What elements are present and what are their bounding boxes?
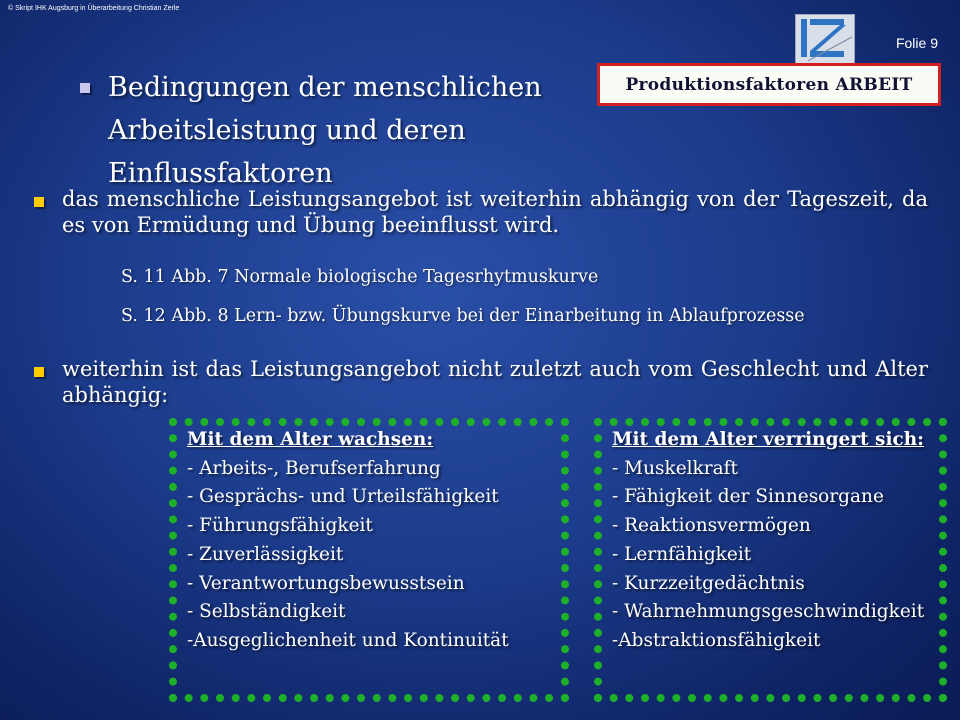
reference-figure-8: S. 12 Abb. 8 Lern- bzw. Übungskurve bei der Einarbeitung in Ablaufprozesse — [121, 306, 805, 326]
list-item: - Verantwortungsbewusstsein — [187, 572, 465, 594]
reference-figure-7: S. 11 Abb. 7 Normale biologische Tagesrhytmuskurve — [121, 267, 599, 287]
copyright-note: © Skript IHK Augsburg in Überarbeitung Christian Zerle — [8, 5, 180, 12]
age-increases-list — [187, 426, 509, 656]
company-logo — [795, 14, 855, 64]
list-item: - Wahrnehmungsgeschwindigkeit — [612, 601, 925, 623]
list-item: - Muskelkraft — [612, 457, 738, 479]
list-item: - Arbeits-, Berufserfahrung — [187, 457, 441, 479]
topic-badge: Produktionsfaktoren ARBEIT — [597, 63, 941, 106]
paragraph-time-dependence: das menschliche Leistungsangebot ist weiterhin abhängig von der Tageszeit, da es von Ermüdung und Übung beeinflusst wird. — [62, 187, 928, 237]
heading-line-1: Bedingungen der menschlichen — [108, 72, 542, 103]
slide-number: Folie 9 — [895, 35, 938, 51]
slide-heading — [108, 66, 668, 195]
logo-graphic — [796, 15, 854, 63]
paragraph-bullet — [34, 367, 44, 377]
list-item: -Abstraktionsfähigkeit — [612, 629, 821, 651]
age-decreases-list — [612, 426, 924, 656]
heading-bullet — [80, 83, 90, 93]
list-item: - Selbständigkeit — [187, 601, 346, 623]
list-item: -Ausgeglichenheit und Kontinuität — [187, 629, 509, 651]
list-item: - Lernfähigkeit — [612, 543, 752, 565]
age-decreases-title: Mit dem Alter verringert sich: — [612, 429, 925, 450]
list-item: - Zuverlässigkeit — [187, 543, 344, 565]
paragraph-gender-age: weiterhin ist das Leistungsangebot nicht zuletzt auch vom Geschlecht und Alter abhängig: — [62, 357, 928, 407]
paragraph-bullet — [34, 197, 44, 207]
list-item: - Führungsfähigkeit — [187, 515, 373, 537]
list-item: - Kurzzeitgedächtnis — [612, 572, 805, 594]
list-item: - Reaktionsvermögen — [612, 515, 811, 537]
list-item: - Fähigkeit der Sinnesorgane — [612, 486, 884, 508]
heading-line-2: Arbeitsleistung und deren Einflussfaktoren — [108, 115, 466, 189]
age-increases-title: Mit dem Alter wachsen: — [187, 429, 434, 450]
list-item: - Gesprächs- und Urteilsfähigkeit — [187, 486, 499, 508]
